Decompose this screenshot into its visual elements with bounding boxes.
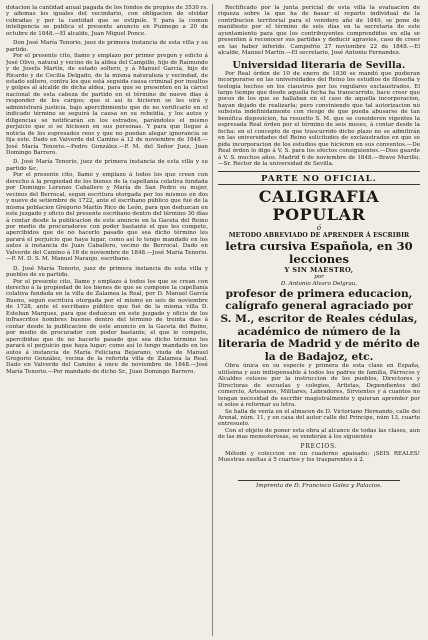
notice-heading: D. José María Tenorio, juez de primera instancia de esta villa y pueblos de su partido. xyxy=(6,265,208,279)
ad-paragraph: Obra única en su especie y primera de esta clase en España, utilísima y aun indispensable á todos los padres de familia, Párrocos y Alcaldes celosos por la instruccion de los pueblos, Directores y Directoras de escuelas y colegios, Artistas, Dependientes del comercio, Artesanos, Militares, Labradores, Sirvientes y á cuantos no tengan necesidad de escribir magistralmente y quieran aprender por sí solos á reformar su letra. xyxy=(218,363,420,409)
ad-letra: letra cursiva Española, en 30 lecciones xyxy=(225,238,413,266)
left-column xyxy=(6,5,208,635)
advertisement xyxy=(218,188,420,463)
column-divider xyxy=(212,4,213,636)
footer-rule xyxy=(238,480,400,481)
ad-title: CALIGRAFIA POPULAR xyxy=(258,187,380,225)
ad-precios-heading: PRECIOS. xyxy=(300,442,338,450)
ad-conjunction: ó xyxy=(316,224,322,233)
notice-paragraph: Rectificado por la junta pericial de esta villa la evaluacion de riqueza sobre la que ha de basar el reparto individual de la contribucion territorial para el venidero año de 1849, se pone de manifiesto por el término de seis días en la secretaría de este ayuntamiento para que los contribuyentes comprendidos en ella se presenten á reconocer sus partidas y deducir agravios, caso de creer en las haber inferido. Campofrío 27 noviembre 22 de 1848.—El alcalde, Manuel Martín.—El secretario, José Antonio Fernandez. xyxy=(218,5,420,57)
ad-paragraph: Método y coleccion en un cuaderno apaisado: ¡SEIS REALES! Muestras sueltas á 5 cuartos y los trasparentes á 2. xyxy=(218,450,420,464)
notice-paragraph: Por el presente cito, llamo y emplazo á todos los que se crean con derecho á la propiedad de los bienes de que se compone la capellanía colativa fundada en la villa de Zalamea la Real, por D. Manuel García Bueno, segun escritura otorgada por el mismo en seis de noviembre de 1728, ante el escribano público que fué de la misma villa D. Esteban Marques, para que deduzcan en este juzgado y oficio de los infrascritos hombres buenos dentro del término de treinta días á contar desde la publicacion de este anuncio en la Gaceta del Reino, por medio de procurador con poder bastante, el que le compete, apercibidas que de no hacerlo pasado que sea dicho término les parará el perjuicio que haya lugar; como así lo tengo mandado en los autos á instancia de María Feliciana Bejarano, viuda de Manuel Gregorio González, vecina de la referida villa de Zalamea la Real. Dado en Valverde del Camino á once de noviembre de 1848.—José María Tenorio.—Por mandado de dicho Sr., Juan Domingo Barrero. xyxy=(6,278,208,375)
ad-por: por xyxy=(314,273,324,280)
ad-profesor: profesor de primera educacion, calígrafo general agraciado por S. M., escritor de Reales cédulas, académico de número de la literaria de Madrid y de mérito de la de Badajoz, etc. xyxy=(218,287,420,363)
ad-paragraph: Con el objeto de poner esta obra al alcance de todas las clases, aun de las mas menesterosas, se venderán á los siguientes xyxy=(218,427,420,441)
notice-paragraph: Por el presente cito, llamo y emplazo por primer pregon y edicto á José Olivo, natural y vecino de la aldea del Campillo, hijo de Raimundo y de Josefa Martín, de estado soltero, y á Manuel García, hijo de Ricardo y de Cecilia Delgado, de la misma naturaleza y vecindad, de estado soltero, contra los que está seguida causa criminal por insultos y golpes al alcalde de dicha aldea, para que se presenten en la cárcel nacional de esta cabeza de partido en el término de nueve dias á responder de los cargos; que si así lo hicieren se les oirá y administrará justicia, bajo apercibimiento que de no verificarlo en el indicado término se seguirá la causa en su rebeldía, y los autos y diligencias se notificarán en los estrados, parándoles el mismo perjuicio que si se hiciesen en sus personas. Y para que llegue á noticia de los espresados reos y que no puedan alegar ignorancia se fija este. Dado en Valverde del Camino á 12 de noviembre de 1848.—José María Tenorio.—Pedro González.—P. M. del Señor Juez, Juan Domingo Barrero. xyxy=(6,53,208,156)
ad-subtitle: METODO ABREVIADO DE APRENDER Á ESCRIBIR xyxy=(228,232,410,240)
university-heading: Universidad literaria de Sevilla. xyxy=(232,59,406,71)
ad-author: D. Antonio Alvaro Delgrau, xyxy=(280,280,358,287)
notice-heading: D. José María Tenorio, juez de primera instancia de esta villa y su partido &c. xyxy=(6,159,208,172)
notice-paragraph: Por el presente cito, llamo y emplazo á todos los que creen con derecho á la propiedad de los bienes de la capellanía colativa fundada por Domingo Lorenzo Caballero y María de San Pedro su mujer, vecinos del Berrocal, segun escritura otorgada por los mismos en dos y nueve de setiembre de 1722, ante el escribano público que fué de la misma poblacion Gregorio Martín Rico de León, para que deduzcan en este juzgado y oficio del presente escribano dentro del término 30 días á contar desde la publicacion de este anuncio en la Gaceta del Reino por medio de procuradores con poder bastante el que les compete, apercibidos que de no hacerlo pasado que sea dicho término les parará el perjuicio que haya lugar, como así lo tengo mandado en los autos á instancia de Juan Caballero, vecino de Berrocal. Dado en Valverde del Camino á 16 de noviembre de 1848.—José María Tenorio.—P. M. D. S. M. Manuel Naranjo, escribano. xyxy=(6,172,208,263)
section-label: PARTE NO OFICIAL. xyxy=(218,171,420,185)
ad-paragraph: Se halla de venta en el almacen de D. Victoriano Hernando, calle del Arenal, núm. 11, y en casa del autor calle del Príncipe, núm 13, cuarto entresuelo. xyxy=(218,408,420,428)
notice-heading: Don José María Tenorio, juez de primera instancia de esta villa y su partido. xyxy=(6,40,208,53)
ad-sin-maestro: Y SIN MAESTRO, xyxy=(284,265,354,274)
right-column xyxy=(218,5,420,635)
printer-imprint: Imprenta de D. Francisco Galez y Palacios. xyxy=(255,482,382,489)
notice-paragraph: Por Real órden de 10 de enero de 1836 se mandó que pudieran incorporarse en las universidades del Reino los estudios de filosofía y teología hechos en los claustros por los regulares exclaustrados. El largo tiempo que desde aquella fecha ha transcurrido, hace creer que pocos de los que se hallaban en el caso de aquella incorporacion, hayan dejado de realizarla; pero conviniendo que tal autorizacion no subsista indefinidamente con riesgo de que pueda abusarse de tan benéfica disposicion, ha resuelto S. M. que se consideren vigentes la espresada Real órden por el término de seis meses, á contar desde la fecha; en el concepto de que trascurrido dicho plazo no se admitirán en las universidades del Reino solicitudes de exclaustrados en que se pida incorporacion de los estudios que hicieron en sus conventos.—De Real órden lo digo á V. S. para los efectos consiguientes.—Dios guarde á V. S. muchos años. Madrid 6 de noviembre de 1848.—Bravo Murillo.—Sr. Rector de la universidad de Sevilla. xyxy=(218,70,420,167)
notice-paragraph: dotacion la cantidad anual pagada de los fondos de propios de 3530 rs. y ademas los iguales del vecindario, con obligacion de olvidar cobradas y por la cantidad que se estipule. Y para la comun inteligencia se publica el presente anuncio en Puimego a 20 de octubre de 1848.—El alcalde, Juan Miguel Ponce. xyxy=(6,5,208,37)
